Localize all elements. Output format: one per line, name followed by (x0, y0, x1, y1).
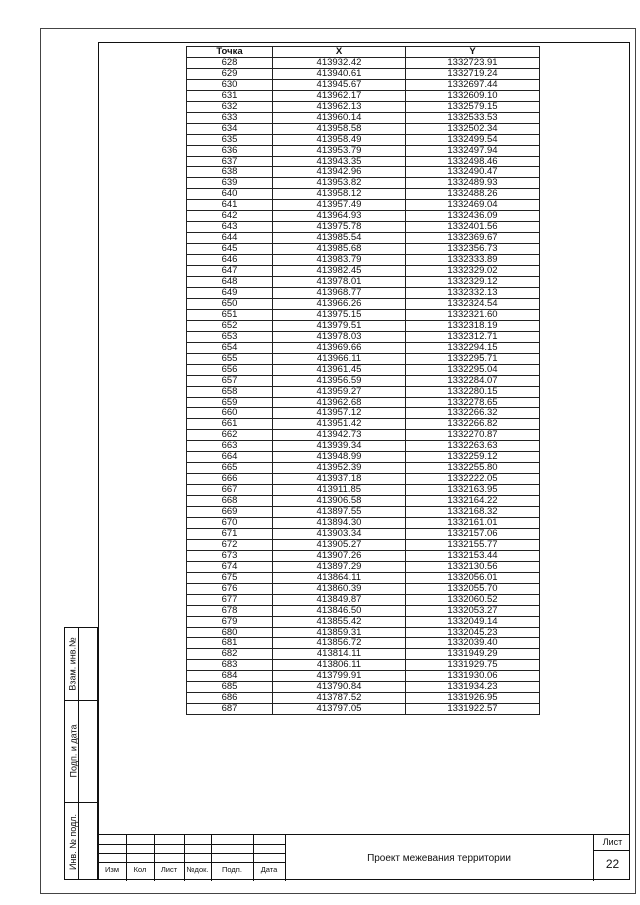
cell-point: 680 (187, 627, 273, 638)
table-row (187, 485, 540, 496)
sheet-label: Лист (602, 837, 623, 847)
table-row (187, 616, 540, 627)
cell-x: 413859.31 (273, 627, 406, 638)
tb-head-kol: Кол (133, 865, 147, 874)
cell-y: 1332049.14 (406, 616, 540, 627)
cell-point: 661 (187, 419, 273, 430)
cell-x: 413952.39 (273, 463, 406, 474)
cell-y: 1332278.65 (406, 397, 540, 408)
cell-x: 413957.12 (273, 408, 406, 419)
cell-y: 1332056.01 (406, 572, 540, 583)
cell-x: 413962.17 (273, 90, 406, 101)
cell-point: 633 (187, 112, 273, 123)
cell-y: 1332053.27 (406, 605, 540, 616)
cell-point: 681 (187, 638, 273, 649)
cell-y: 1332469.04 (406, 200, 540, 211)
cell-x: 413985.68 (273, 244, 406, 255)
table-row (187, 507, 540, 518)
cell-y: 1332499.54 (406, 134, 540, 145)
table-row (187, 167, 540, 178)
cell-point: 679 (187, 616, 273, 627)
cell-point: 687 (187, 704, 273, 715)
cell-point: 644 (187, 233, 273, 244)
cell-point: 632 (187, 101, 273, 112)
table-row (187, 660, 540, 671)
cell-y: 1332153.44 (406, 550, 540, 561)
cell-point: 639 (187, 178, 273, 189)
cell-x: 413975.15 (273, 309, 406, 320)
table-row (187, 386, 540, 397)
cell-y: 1331934.23 (406, 682, 540, 693)
tb-head-data: Дата (260, 865, 278, 874)
cell-x: 413849.87 (273, 594, 406, 605)
table-row (187, 517, 540, 528)
table-row (187, 583, 540, 594)
cell-x: 413945.67 (273, 79, 406, 90)
cell-point: 655 (187, 353, 273, 364)
cell-point: 649 (187, 287, 273, 298)
table-row (187, 408, 540, 419)
cell-x: 413968.77 (273, 287, 406, 298)
cell-point: 654 (187, 342, 273, 353)
cell-point: 658 (187, 386, 273, 397)
table-row (187, 90, 540, 101)
table-row (187, 649, 540, 660)
table-row (187, 627, 540, 638)
cell-x: 413982.45 (273, 266, 406, 277)
cell-y: 1332055.70 (406, 583, 540, 594)
cell-x: 413961.45 (273, 364, 406, 375)
cell-x: 413953.82 (273, 178, 406, 189)
cell-point: 642 (187, 211, 273, 222)
cell-x: 413943.35 (273, 156, 406, 167)
cell-y: 1332060.52 (406, 594, 540, 605)
cell-x: 413956.59 (273, 375, 406, 386)
cell-x: 413806.11 (273, 660, 406, 671)
table-row (187, 430, 540, 441)
table-row (187, 331, 540, 342)
table-row (187, 287, 540, 298)
cell-y: 1332490.47 (406, 167, 540, 178)
cell-x: 413939.34 (273, 441, 406, 452)
cell-y: 1331929.75 (406, 660, 540, 671)
cell-x: 413860.39 (273, 583, 406, 594)
cell-y: 1332168.32 (406, 507, 540, 518)
cell-x: 413983.79 (273, 255, 406, 266)
cell-y: 1332045.23 (406, 627, 540, 638)
table-row (187, 79, 540, 90)
table-row (187, 266, 540, 277)
cell-point: 676 (187, 583, 273, 594)
table-row (187, 572, 540, 583)
cell-y: 1332488.26 (406, 189, 540, 200)
cell-y: 1332329.02 (406, 266, 540, 277)
cell-point: 648 (187, 277, 273, 288)
cell-x: 413979.51 (273, 320, 406, 331)
cell-y: 1332609.10 (406, 90, 540, 101)
cell-point: 665 (187, 463, 273, 474)
table-row (187, 178, 540, 189)
cell-point: 670 (187, 517, 273, 528)
table-row (187, 682, 540, 693)
cell-point: 647 (187, 266, 273, 277)
side-stamp-value-column (79, 628, 99, 879)
cell-y: 1332356.73 (406, 244, 540, 255)
cell-point: 640 (187, 189, 273, 200)
table-row (187, 298, 540, 309)
table-row (187, 342, 540, 353)
cell-x: 413942.96 (273, 167, 406, 178)
tb-col-line (593, 835, 594, 881)
cell-x: 413940.61 (273, 68, 406, 79)
cell-y: 1332332.13 (406, 287, 540, 298)
cell-x: 413957.49 (273, 200, 406, 211)
cell-x: 413905.27 (273, 539, 406, 550)
table-row (187, 452, 540, 463)
table-row (187, 112, 540, 123)
table-row (187, 693, 540, 704)
cell-y: 1332333.89 (406, 255, 540, 266)
cell-y: 1332489.93 (406, 178, 540, 189)
cell-point: 651 (187, 309, 273, 320)
side-divider (65, 700, 99, 701)
cell-point: 662 (187, 430, 273, 441)
side-label-inv-podl: Инв. № подл. (68, 813, 78, 871)
cell-y: 1332270.87 (406, 430, 540, 441)
cell-y: 1332324.54 (406, 298, 540, 309)
cell-point: 675 (187, 572, 273, 583)
project-title: Проект межевания территории (367, 852, 511, 864)
cell-y: 1332369.67 (406, 233, 540, 244)
cell-x: 413951.42 (273, 419, 406, 430)
cell-point: 636 (187, 145, 273, 156)
cell-point: 634 (187, 123, 273, 134)
cell-x: 413907.26 (273, 550, 406, 561)
cell-y: 1332161.01 (406, 517, 540, 528)
table-row (187, 364, 540, 375)
cell-x: 413985.54 (273, 233, 406, 244)
side-stamp (64, 627, 98, 880)
cell-x: 413969.66 (273, 342, 406, 353)
table-row (187, 638, 540, 649)
table-row (187, 200, 540, 211)
cell-x: 413864.11 (273, 572, 406, 583)
cell-point: 682 (187, 649, 273, 660)
cell-point: 653 (187, 331, 273, 342)
cell-x: 413958.12 (273, 189, 406, 200)
cell-y: 1332321.60 (406, 309, 540, 320)
cell-y: 1332157.06 (406, 528, 540, 539)
title-block (98, 834, 630, 880)
cell-y: 1331922.57 (406, 704, 540, 715)
cell-y: 1332318.19 (406, 320, 540, 331)
cell-x: 413855.42 (273, 616, 406, 627)
table-row (187, 550, 540, 561)
table-row (187, 561, 540, 572)
sheet-box-divider (593, 850, 630, 851)
cell-point: 659 (187, 397, 273, 408)
cell-point: 672 (187, 539, 273, 550)
cell-x: 413787.52 (273, 693, 406, 704)
tb-head-ndok: №док. (186, 865, 209, 874)
cell-x: 413948.99 (273, 452, 406, 463)
cell-y: 1332263.63 (406, 441, 540, 452)
header-x: X (273, 47, 406, 58)
cell-y: 1332039.40 (406, 638, 540, 649)
table-row (187, 397, 540, 408)
table-row (187, 375, 540, 386)
cell-x: 413953.79 (273, 145, 406, 156)
table-row (187, 134, 540, 145)
cell-point: 684 (187, 671, 273, 682)
cell-y: 1332401.56 (406, 222, 540, 233)
table-row (187, 320, 540, 331)
cell-point: 685 (187, 682, 273, 693)
cell-y: 1332498.46 (406, 156, 540, 167)
table-row (187, 419, 540, 430)
cell-y: 1332502.34 (406, 123, 540, 134)
cell-point: 650 (187, 298, 273, 309)
cell-point: 631 (187, 90, 273, 101)
tb-head-izm: Изм (105, 865, 119, 874)
cell-y: 1332259.12 (406, 452, 540, 463)
cell-point: 637 (187, 156, 273, 167)
cell-y: 1332312.71 (406, 331, 540, 342)
cell-y: 1332719.24 (406, 68, 540, 79)
cell-point: 657 (187, 375, 273, 386)
cell-y: 1332266.32 (406, 408, 540, 419)
table-row (187, 233, 540, 244)
header-y: Y (406, 47, 540, 58)
cell-x: 413962.13 (273, 101, 406, 112)
header-point: Точка (187, 47, 273, 58)
cell-point: 641 (187, 200, 273, 211)
cell-x: 413978.03 (273, 331, 406, 342)
cell-x: 413966.26 (273, 298, 406, 309)
cell-x: 413937.18 (273, 474, 406, 485)
table-row (187, 704, 540, 715)
cell-y: 1332329.12 (406, 277, 540, 288)
cell-point: 668 (187, 496, 273, 507)
cell-y: 1332130.56 (406, 561, 540, 572)
tb-head-podp: Подп. (222, 865, 242, 874)
cell-point: 686 (187, 693, 273, 704)
cell-x: 413894.30 (273, 517, 406, 528)
side-label-podp-data: Подп. и дата (68, 724, 79, 778)
cell-x: 413797.05 (273, 704, 406, 715)
cell-y: 1332266.82 (406, 419, 540, 430)
table-row (187, 353, 540, 364)
cell-y: 1332294.15 (406, 342, 540, 353)
table-row (187, 594, 540, 605)
cell-y: 1331926.95 (406, 693, 540, 704)
cell-y: 1332579.15 (406, 101, 540, 112)
cell-x: 413942.73 (273, 430, 406, 441)
cell-point: 645 (187, 244, 273, 255)
cell-point: 638 (187, 167, 273, 178)
cell-x: 413906.58 (273, 496, 406, 507)
cell-point: 674 (187, 561, 273, 572)
cell-x: 413799.91 (273, 671, 406, 682)
cell-x: 413897.55 (273, 507, 406, 518)
table-row (187, 57, 540, 68)
cell-x: 413960.14 (273, 112, 406, 123)
cell-x: 413975.78 (273, 222, 406, 233)
table-row (187, 671, 540, 682)
cell-x: 413814.11 (273, 649, 406, 660)
cell-y: 1332284.07 (406, 375, 540, 386)
cell-y: 1332155.77 (406, 539, 540, 550)
cell-x: 413978.01 (273, 277, 406, 288)
tb-head-list: Лист (160, 865, 178, 874)
cell-y: 1332222.05 (406, 474, 540, 485)
cell-point: 663 (187, 441, 273, 452)
cell-point: 683 (187, 660, 273, 671)
cell-point: 656 (187, 364, 273, 375)
table-row (187, 255, 540, 266)
cell-point: 643 (187, 222, 273, 233)
cell-y: 1332497.94 (406, 145, 540, 156)
table-row (187, 463, 540, 474)
table-row (187, 123, 540, 134)
cell-y: 1332163.95 (406, 485, 540, 496)
table-header-row (187, 47, 540, 58)
cell-x: 413958.49 (273, 134, 406, 145)
cell-point: 630 (187, 79, 273, 90)
coordinates-table (186, 46, 540, 715)
table-row (187, 496, 540, 507)
cell-y: 1332164.22 (406, 496, 540, 507)
cell-point: 677 (187, 594, 273, 605)
cell-y: 1332533.53 (406, 112, 540, 123)
cell-x: 413958.58 (273, 123, 406, 134)
cell-point: 678 (187, 605, 273, 616)
table-row (187, 222, 540, 233)
cell-point: 646 (187, 255, 273, 266)
cell-x: 413846.50 (273, 605, 406, 616)
table-row (187, 309, 540, 320)
table-row (187, 211, 540, 222)
table-row (187, 474, 540, 485)
cell-y: 1332436.09 (406, 211, 540, 222)
cell-x: 413966.11 (273, 353, 406, 364)
cell-x: 413897.29 (273, 561, 406, 572)
table-row (187, 539, 540, 550)
cell-x: 413932.42 (273, 57, 406, 68)
cell-point: 660 (187, 408, 273, 419)
table-body (187, 57, 540, 714)
cell-x: 413959.27 (273, 386, 406, 397)
cell-point: 667 (187, 485, 273, 496)
cell-y: 1332255.80 (406, 463, 540, 474)
cell-y: 1332295.04 (406, 364, 540, 375)
cell-x: 413962.68 (273, 397, 406, 408)
table-row (187, 277, 540, 288)
side-label-vzam-inv: Взам. инв.№ (68, 637, 79, 691)
cell-y: 1332697.44 (406, 79, 540, 90)
table-row (187, 189, 540, 200)
cell-point: 629 (187, 68, 273, 79)
table-row (187, 244, 540, 255)
cell-point: 673 (187, 550, 273, 561)
cell-y: 1332280.15 (406, 386, 540, 397)
cell-point: 635 (187, 134, 273, 145)
cell-y: 1332723.91 (406, 57, 540, 68)
sheet-number: 22 (605, 857, 620, 871)
side-divider (65, 802, 99, 803)
cell-y: 1331930.06 (406, 671, 540, 682)
cell-x: 413790.84 (273, 682, 406, 693)
cell-x: 413903.34 (273, 528, 406, 539)
cell-y: 1331949.29 (406, 649, 540, 660)
table-row (187, 101, 540, 112)
table-row (187, 145, 540, 156)
table-row (187, 156, 540, 167)
cell-x: 413856.72 (273, 638, 406, 649)
cell-point: 628 (187, 57, 273, 68)
cell-point: 671 (187, 528, 273, 539)
cell-x: 413964.93 (273, 211, 406, 222)
cell-point: 664 (187, 452, 273, 463)
cell-point: 669 (187, 507, 273, 518)
cell-point: 666 (187, 474, 273, 485)
table-row (187, 528, 540, 539)
cell-point: 652 (187, 320, 273, 331)
table-row (187, 68, 540, 79)
table-row (187, 441, 540, 452)
title-block-headers (98, 862, 285, 881)
cell-y: 1332295.71 (406, 353, 540, 364)
table-row (187, 605, 540, 616)
cell-x: 413911.85 (273, 485, 406, 496)
